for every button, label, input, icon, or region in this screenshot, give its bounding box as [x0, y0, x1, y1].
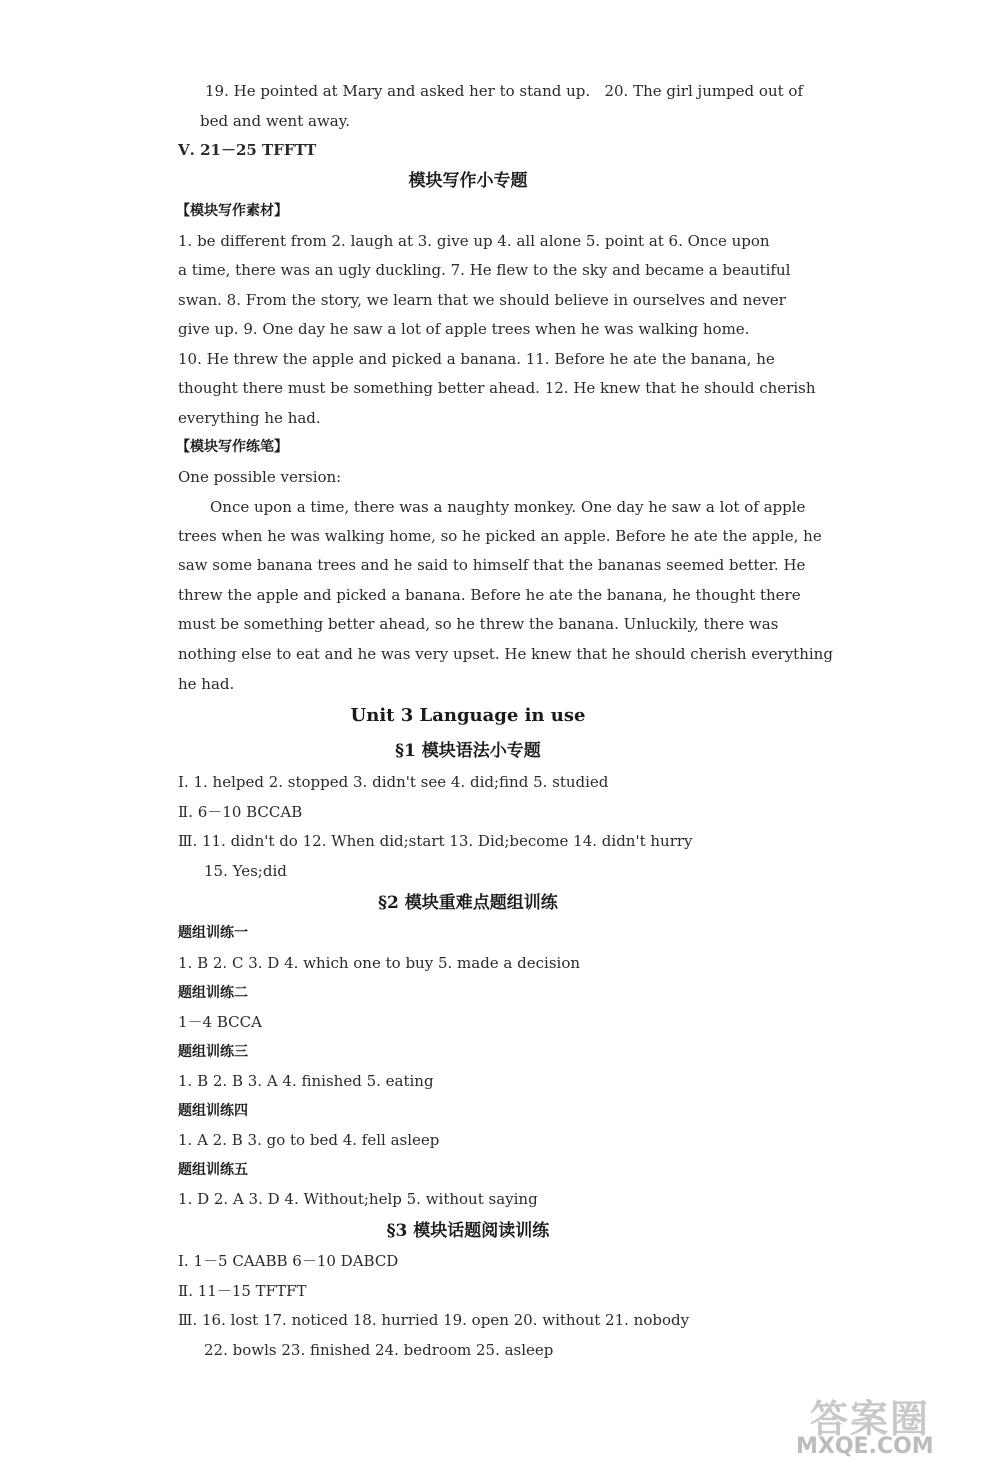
unit-title: Unit 3 Language in use [350, 705, 586, 726]
text-line: a time, there was an ugly duckling. 7. He flew to the sky and became a beautiful [178, 261, 791, 279]
text-line: 10. He threw the apple and picked a banana. 11. Before he ate the banana, he [178, 350, 775, 368]
text-line: Ⅱ. 6－10 BCCAB [178, 803, 303, 821]
text-line: everything he had. [178, 409, 321, 427]
watermark-logo [792, 1388, 972, 1463]
text-line: give up. 9. One day he saw a lot of apple trees when he was walking home. [178, 320, 750, 338]
group-heading: 题组训练五 [178, 1162, 248, 1178]
text-line: 19. He pointed at Mary and asked her to stand up. 20. The girl jumped out of [205, 82, 803, 100]
text-line: he had. [178, 675, 235, 693]
text-line: trees when he was walking home, so he picked an apple. Before he ate the apple, he [178, 527, 822, 545]
subheading: 【模块写作素材】 [176, 203, 288, 219]
text-line: Ⅰ. 1. helped 2. stopped 3. didn't see 4. did;find 5. studied [178, 773, 609, 791]
group-heading: 题组训练四 [178, 1103, 248, 1119]
text-line: 22. bowls 23. finished 24. bedroom 25. asleep [204, 1341, 554, 1359]
text-line: 1. B 2. B 3. A 4. finished 5. eating [178, 1072, 434, 1090]
text-line: must be something better ahead, so he threw the banana. Unluckily, there was [178, 615, 779, 633]
text-line: 1－4 BCCA [178, 1013, 262, 1031]
section-heading: §2 模块重难点题组训练 [378, 893, 558, 913]
text-line: nothing else to eat and he was very upset. He knew that he should cherish everything [178, 645, 833, 663]
subheading: 【模块写作练笔】 [176, 439, 288, 455]
watermark-url: MXQE.COM [796, 1434, 934, 1459]
text-line: saw some banana trees and he said to himself that the bananas seemed better. He [178, 556, 806, 574]
text-line: Once upon a time, there was a naughty monkey. One day he saw a lot of apple [210, 498, 806, 516]
text-line: swan. 8. From the story, we learn that we should believe in ourselves and never [178, 291, 786, 309]
text-line: Ⅰ. 1－5 CAABB 6－10 DABCD [178, 1252, 399, 1270]
text-line: 1. be different from 2. laugh at 3. give up 4. all alone 5. point at 6. Once upon [178, 232, 770, 250]
text-line: 1. D 2. A 3. D 4. Without;help 5. without saying [178, 1190, 538, 1208]
text-line: bed and went away. [200, 112, 350, 130]
text-line: Ⅲ. 16. lost 17. noticed 18. hurried 19. open 20. without 21. nobody [178, 1311, 690, 1329]
text-line: One possible version: [178, 468, 342, 486]
group-heading: 题组训练一 [178, 925, 248, 941]
text-line: Ⅱ. 11－15 TFTFT [178, 1282, 307, 1300]
text-line: 1. A 2. B 3. go to bed 4. fell asleep [178, 1131, 440, 1149]
section-heading: §3 模块话题阅读训练 [386, 1221, 550, 1241]
section-heading: 模块写作小专题 [408, 171, 528, 191]
text-line: thought there must be something better ahead. 12. He knew that he should cherish [178, 379, 816, 397]
text-line: Ⅲ. 11. didn't do 12. When did;start 13. Did;become 14. didn't hurry [178, 832, 693, 850]
watermark-text: 答案圈 [810, 1397, 931, 1441]
text-line: threw the apple and picked a banana. Before he ate the banana, he thought there [178, 586, 801, 604]
group-heading: 题组训练二 [178, 985, 248, 1001]
text-line: 15. Yes;did [204, 862, 287, 880]
text-line: Ⅴ. 21－25 TFFTT [178, 141, 317, 159]
group-heading: 题组训练三 [178, 1044, 248, 1060]
text-line: 1. B 2. C 3. D 4. which one to buy 5. made a decision [178, 954, 581, 972]
section-heading: §1 模块语法小专题 [395, 741, 541, 761]
